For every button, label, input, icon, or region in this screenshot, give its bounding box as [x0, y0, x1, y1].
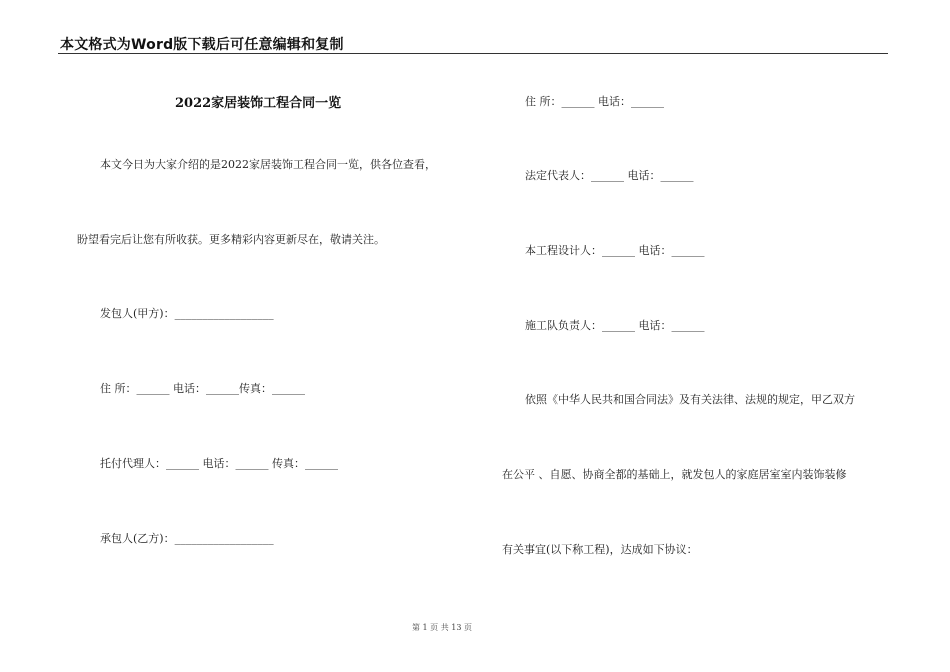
document-title: 2022家居装饰工程合同一览 — [175, 96, 342, 111]
intro-line-1: 本文今日为大家介绍的是2022家居装饰工程合同一览，供各位查看， — [100, 158, 436, 171]
party-a-address-line: 住 所：______ 电话：______传真：______ — [100, 382, 305, 395]
basis-line-1: 依照《中华人民共和国合同法》及有关法律、法规的规定，甲乙双方 — [525, 393, 855, 406]
party-b-line: 承包人(乙方)：__________________ — [100, 532, 274, 545]
basis-line-2: 在公平 、自愿、协商全都的基础上，就发包人的家庭居室室内装饰装修 — [502, 468, 847, 481]
foreman-line: 施工队负责人：______ 电话：______ — [525, 319, 705, 332]
party-a-line: 发包人(甲方)：__________________ — [100, 307, 274, 320]
basis-line-3: 有关事宜(以下称工程)，达成如下协议： — [502, 543, 698, 556]
intro-line-2: 盼望看完后让您有所收获。更多精彩内容更新尽在，敬请关注。 — [77, 233, 385, 246]
header-banner: 本文格式为Word版下载后可任意编辑和复制 — [60, 37, 344, 53]
page-indicator: 第 1 页 共 13 页 — [412, 623, 472, 632]
legal-rep-line: 法定代表人：______ 电话：______ — [525, 169, 694, 182]
party-b-address-line: 住 所：______ 电话：______ — [525, 95, 664, 108]
designer-line: 本工程设计人：______ 电话：______ — [525, 244, 705, 257]
agent-line: 托付代理人：______ 电话：______ 传真：______ — [100, 457, 338, 470]
header-rule — [58, 53, 888, 54]
